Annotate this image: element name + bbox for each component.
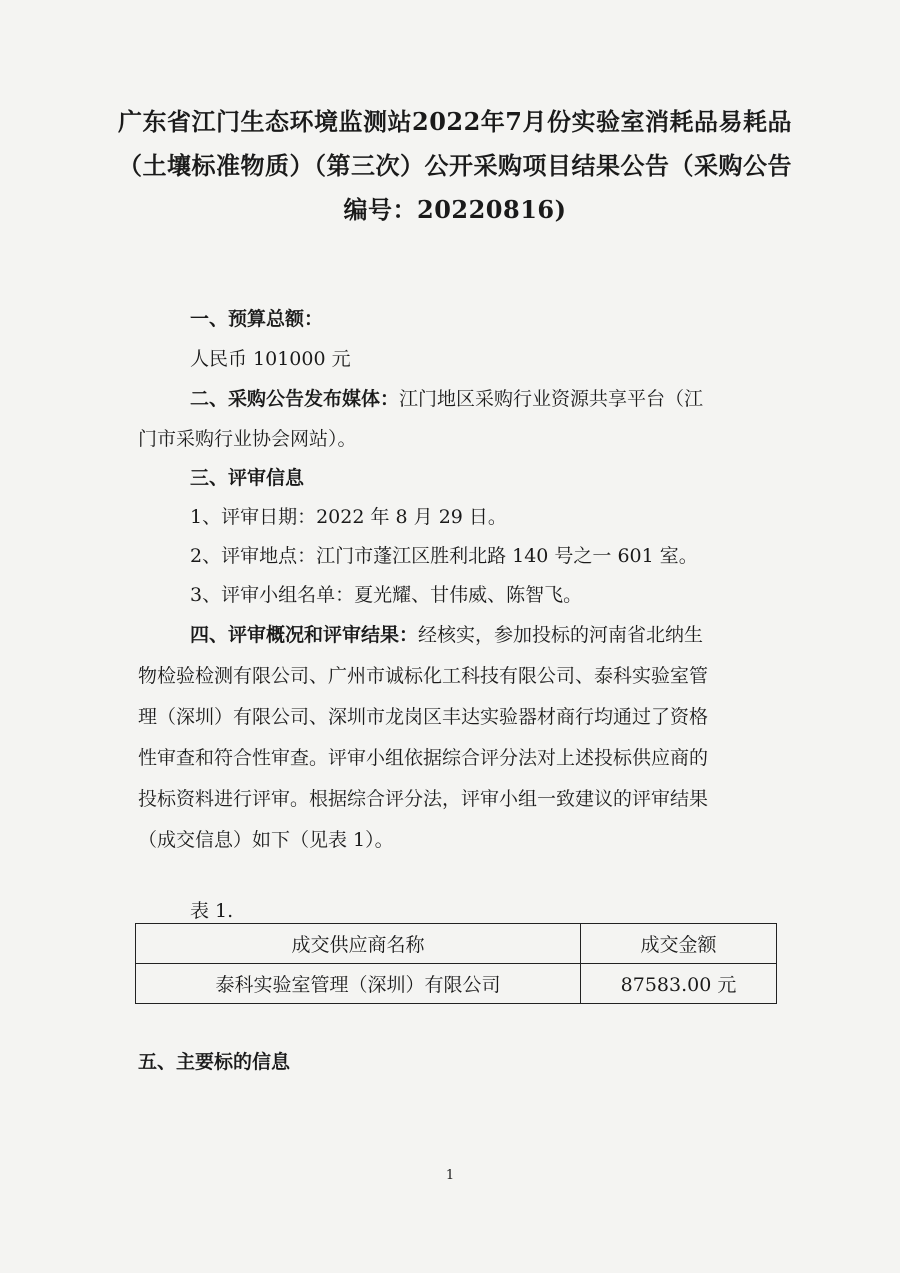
section-4-line-5: 投标资料进行评审。根据综合评分法，评审小组一致建议的评审结果 [138, 788, 709, 810]
review-location: 2、评审地点：江门市蓬江区胜利北路 140 号之一 601 室。 [190, 545, 698, 567]
section-2-text: 江门地区采购行业资源共享平台（江 [399, 388, 704, 410]
cell-supplier: 泰科实验室管理（深圳）有限公司 [136, 964, 581, 1004]
review-panel: 3、评审小组名单：夏光耀、甘伟威、陈智飞。 [190, 584, 583, 606]
review-date: 1、评审日期：2022 年 8 月 29 日。 [190, 506, 507, 528]
table-header-row [136, 924, 777, 964]
section-5-heading: 五、主要标的信息 [138, 1051, 291, 1073]
section-4-line-1: 经核实，参加投标的河南省北纳生 [418, 624, 704, 646]
header-supplier: 成交供应商名称 [136, 924, 581, 964]
cell-amount: 87583.00 元 [581, 964, 777, 1004]
section-4-line-4: 性审查和符合性审查。评审小组依据综合评分法对上述投标供应商的 [138, 747, 709, 769]
table-caption: 表 1. [190, 900, 234, 922]
title-line-2: （土壤标准物质）（第三次）公开采购项目结果公告（采购公告 [118, 151, 792, 180]
table-row [136, 964, 777, 1004]
section-1-heading: 一、预算总额： [190, 308, 324, 330]
budget-amount: 人民币 101000 元 [190, 348, 351, 370]
result-table [135, 923, 777, 1004]
title-line-1: 广东省江门生态环境监测站2022年7月份实验室消耗品易耗品 [118, 107, 792, 136]
section-2-text-cont: 门市采购行业协会网站）。 [138, 428, 357, 450]
header-amount: 成交金额 [581, 924, 777, 964]
section-3-heading: 三、评审信息 [190, 467, 305, 489]
page-number: 1 [445, 1168, 455, 1183]
section-2-heading: 二、采购公告发布媒体： [190, 388, 400, 410]
document-title [110, 100, 800, 232]
section-4-line-6: （成交信息）如下（见表 1）。 [138, 829, 394, 851]
section-4-line-3: 理（深圳）有限公司、深圳市龙岗区丰达实验器材商行均通过了资格 [138, 706, 709, 728]
title-line-3: 编号：20220816) [343, 195, 567, 224]
section-4 [190, 620, 703, 650]
section-4-heading: 四、评审概况和评审结果： [190, 624, 419, 646]
section-2 [190, 384, 703, 414]
section-4-line-2: 物检验检测有限公司、广州市诚标化工科技有限公司、泰科实验室管 [138, 665, 709, 687]
